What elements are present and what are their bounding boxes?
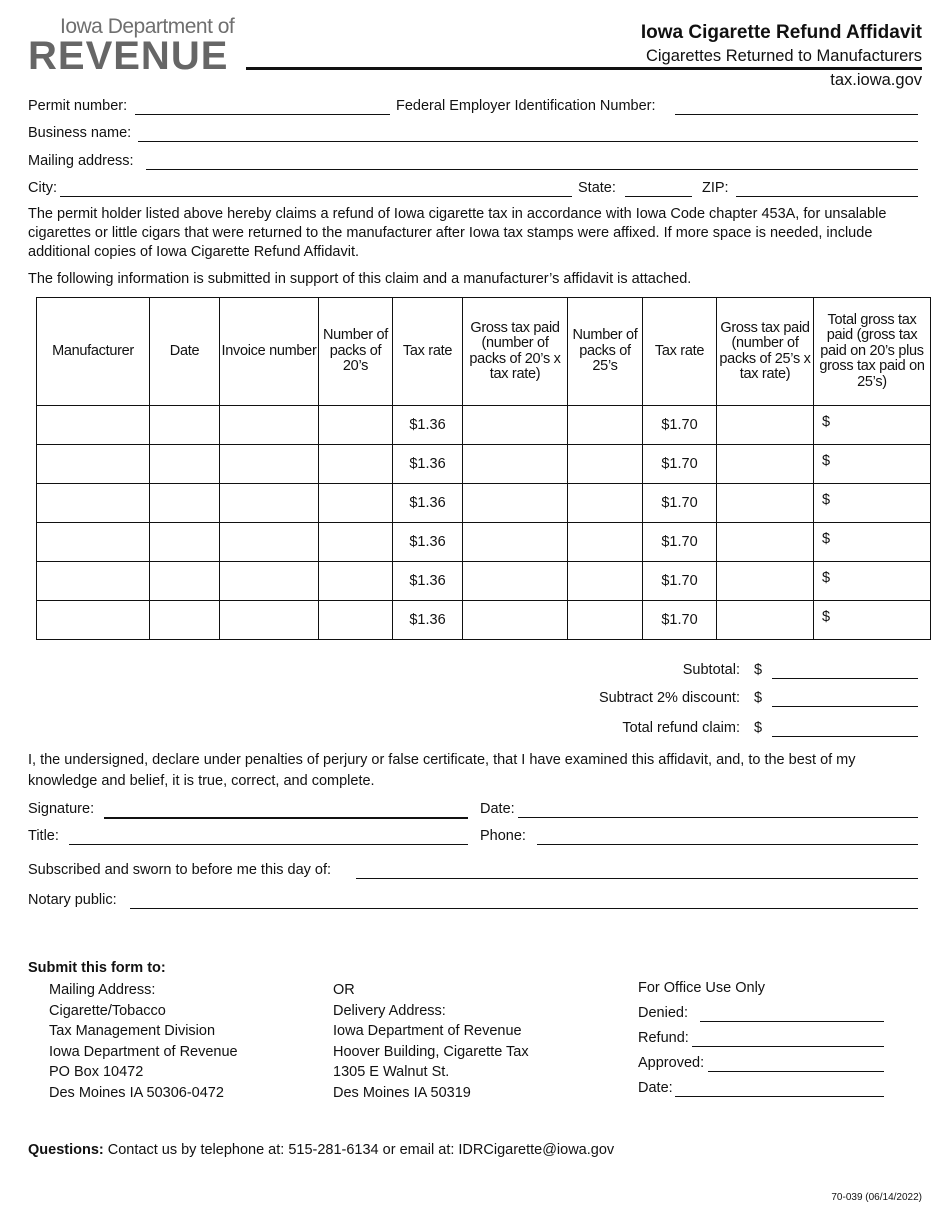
questions-text: Contact us by telephone at: 515-281-6134 or email at: IDRCigarette@iowa.gov [103, 1142, 615, 1158]
office-use-input[interactable] [708, 1056, 884, 1072]
table-row [37, 601, 931, 640]
input-cell[interactable] [220, 484, 319, 523]
tax-rate-cell: $1.70 [643, 523, 717, 562]
total-cell[interactable]: $ [814, 523, 931, 562]
input-cell[interactable] [717, 484, 814, 523]
table-row [37, 484, 931, 523]
address-line: Tax Management Division [49, 1023, 216, 1039]
input-cell[interactable] [463, 484, 568, 523]
input-cell[interactable] [37, 562, 150, 601]
signature-label: Signature: [28, 801, 95, 817]
tax-rate-cell: $1.36 [393, 523, 463, 562]
input-cell[interactable] [319, 562, 393, 601]
input-cell[interactable] [568, 484, 643, 523]
declaration-paragraph: I, the undersigned, declare under penalties of perjury or false certificate, that I have examined this affidavit, and, to the best of my knowledge and belief, it is true, correct, and complete. [28, 752, 856, 789]
state-label: State: [578, 180, 616, 196]
discount-label: Subtract 2% discount: [598, 690, 740, 706]
input-cell[interactable] [37, 406, 150, 445]
mailing-address-block [49, 980, 238, 1103]
address-line: Cigarette/Tobacco [49, 1002, 166, 1019]
input-cell[interactable] [463, 445, 568, 484]
input-cell[interactable] [150, 445, 220, 484]
input-cell[interactable] [37, 484, 150, 523]
total-refund-input[interactable] [772, 721, 918, 737]
column-header: Manufacturer [37, 298, 150, 406]
column-header: Gross tax paid (number of packs of 20’s x tax rate) [463, 298, 568, 406]
tax-rate-cell: $1.70 [643, 601, 717, 640]
form-subtitle: Cigarettes Returned to Manufacturers [645, 47, 922, 65]
table-row [37, 562, 931, 601]
tax-rate-cell: $1.36 [393, 562, 463, 601]
input-cell[interactable] [463, 601, 568, 640]
date-input[interactable] [518, 802, 918, 818]
table-row [37, 523, 931, 562]
signature-input[interactable] [104, 802, 468, 819]
tax-rate-cell: $1.36 [393, 484, 463, 523]
tax-rate-cell: $1.36 [393, 601, 463, 640]
tax-rate-cell: $1.70 [643, 445, 717, 484]
address-line: 1305 E Walnut St. [333, 1064, 450, 1080]
total-currency: $ [754, 720, 763, 736]
input-cell[interactable] [150, 484, 220, 523]
tax-rate-cell: $1.70 [643, 484, 717, 523]
input-cell[interactable] [220, 445, 319, 484]
input-cell[interactable] [463, 406, 568, 445]
input-cell[interactable] [568, 562, 643, 601]
subtotal-input[interactable] [772, 663, 918, 679]
mailing-address-input[interactable] [146, 154, 918, 170]
state-input[interactable] [625, 181, 692, 197]
delivery-address-block [333, 980, 529, 1103]
notary-input[interactable] [130, 893, 918, 909]
tax-rate-cell: $1.70 [643, 406, 717, 445]
tax-rate-cell: $1.70 [643, 562, 717, 601]
total-refund-label: Total refund claim: [622, 720, 740, 736]
input-cell[interactable] [37, 523, 150, 562]
total-cell[interactable]: $ [814, 445, 931, 484]
website-link[interactable]: tax.iowa.gov [830, 71, 922, 89]
subtotal-label: Subtotal: [682, 662, 740, 678]
form-title: Iowa Cigarette Refund Affidavit [640, 22, 922, 43]
column-header: Number of packs of 25’s [568, 298, 643, 406]
discount-input[interactable] [772, 691, 918, 707]
zip-input[interactable] [736, 181, 918, 197]
column-header: Tax rate [393, 298, 463, 406]
input-cell[interactable] [568, 406, 643, 445]
input-cell[interactable] [220, 406, 319, 445]
total-cell[interactable]: $ [814, 562, 931, 601]
input-cell[interactable] [150, 601, 220, 640]
address-line: Mailing Address: [49, 982, 156, 998]
phone-label: Phone: [480, 828, 526, 844]
input-cell[interactable] [150, 523, 220, 562]
title-label: Title: [28, 828, 59, 844]
permit-label: Permit number: [28, 98, 128, 114]
intro-paragraph: The permit holder listed above hereby claims a refund of Iowa cigarette tax in accordance with Iowa Code chapter 453A, for unsalable cigarettes or little cigars that were returned to the manufacturer after Iowa tax stamps were affixed. If more space is needed, include additional copies of Iowa Cigarette Refund Affidavit. [28, 206, 887, 260]
column-header: Tax rate [643, 298, 717, 406]
office-use-input[interactable] [692, 1031, 884, 1047]
input-cell[interactable] [319, 406, 393, 445]
input-cell[interactable] [568, 445, 643, 484]
input-cell[interactable] [319, 445, 393, 484]
input-cell[interactable] [568, 601, 643, 640]
tax-rate-cell: $1.36 [393, 445, 463, 484]
office-use-heading: For Office Use Only [638, 980, 766, 996]
input-cell[interactable] [717, 406, 814, 445]
input-cell[interactable] [568, 523, 643, 562]
sworn-date-input[interactable] [356, 863, 918, 879]
address-line: Iowa Department of Revenue [333, 1023, 522, 1039]
refund-table [36, 297, 931, 640]
address-line: Iowa Department of Revenue [49, 1043, 238, 1060]
permit-number-input[interactable] [135, 99, 390, 115]
fein-label: Federal Employer Identification Number: [396, 98, 656, 114]
phone-input[interactable] [537, 829, 918, 845]
address-line: Des Moines IA 50306-0472 [49, 1084, 224, 1101]
office-use-input[interactable] [675, 1081, 884, 1097]
title-input[interactable] [69, 829, 468, 845]
subtotal-currency: $ [754, 662, 763, 678]
discount-currency: $ [754, 690, 763, 706]
input-cell[interactable] [37, 445, 150, 484]
address-line: Hoover Building, Cigarette Tax [333, 1043, 529, 1060]
header-rule [246, 67, 922, 70]
column-header: Gross tax paid (number of packs of 25’s x tax rate) [717, 298, 814, 406]
tax-rate-cell: $1.36 [393, 406, 463, 445]
input-cell[interactable] [220, 601, 319, 640]
input-cell[interactable] [150, 406, 220, 445]
address-line: Delivery Address: [333, 1002, 446, 1019]
address-line: Des Moines IA 50319 [333, 1084, 471, 1101]
city-label: City: [28, 180, 57, 196]
support-paragraph: The following information is submitted in support of this claim and a manufacturer’s affidavit is attached. [28, 271, 692, 287]
logo-department-text: Iowa Department of [60, 15, 235, 38]
input-cell[interactable] [717, 601, 814, 640]
total-cell[interactable]: $ [814, 601, 931, 640]
logo-revenue-text: REVENUE [28, 34, 229, 78]
business-label: Business name: [28, 125, 132, 141]
column-header: Number of packs of 20’s [319, 298, 393, 406]
input-cell[interactable] [463, 562, 568, 601]
questions-label: Questions: [28, 1142, 104, 1158]
office-use-label: Date: [638, 1080, 673, 1096]
notary-label: Notary public: [28, 892, 117, 908]
table-row [37, 406, 931, 445]
input-cell[interactable] [319, 523, 393, 562]
address-line: PO Box 10472 [49, 1064, 144, 1080]
column-header: Total gross tax paid (gross tax paid on 20’s plus gross tax paid on 25’s) [814, 298, 931, 406]
submit-heading: Submit this form to: [28, 960, 166, 976]
date-label: Date: [480, 801, 515, 817]
zip-label: ZIP: [702, 180, 729, 196]
input-cell[interactable] [150, 562, 220, 601]
table-header-row [37, 298, 931, 406]
input-cell[interactable] [319, 484, 393, 523]
office-use-label: Approved: [638, 1055, 705, 1071]
input-cell[interactable] [37, 601, 150, 640]
column-header: Date [150, 298, 220, 406]
input-cell[interactable] [717, 523, 814, 562]
questions-line [28, 1142, 614, 1158]
mailing-label: Mailing address: [28, 153, 134, 169]
total-cell[interactable]: $ [814, 406, 931, 445]
input-cell[interactable] [220, 562, 319, 601]
sworn-label: Subscribed and sworn to before me this day of: [28, 862, 332, 878]
input-cell[interactable] [717, 562, 814, 601]
address-line: OR [333, 982, 355, 998]
business-name-input[interactable] [138, 126, 918, 142]
office-use-label: Refund: [638, 1030, 689, 1046]
input-cell[interactable] [220, 523, 319, 562]
office-use-label: Denied: [638, 1005, 688, 1021]
column-header: Invoice number [220, 298, 319, 406]
total-cell[interactable]: $ [814, 484, 931, 523]
table-row [37, 445, 931, 484]
form-number: 70-039 (06/14/2022) [831, 1192, 922, 1203]
input-cell[interactable] [319, 601, 393, 640]
input-cell[interactable] [717, 445, 814, 484]
city-input[interactable] [60, 181, 572, 197]
office-use-input[interactable] [700, 1006, 884, 1022]
input-cell[interactable] [463, 523, 568, 562]
fein-input[interactable] [675, 99, 918, 115]
